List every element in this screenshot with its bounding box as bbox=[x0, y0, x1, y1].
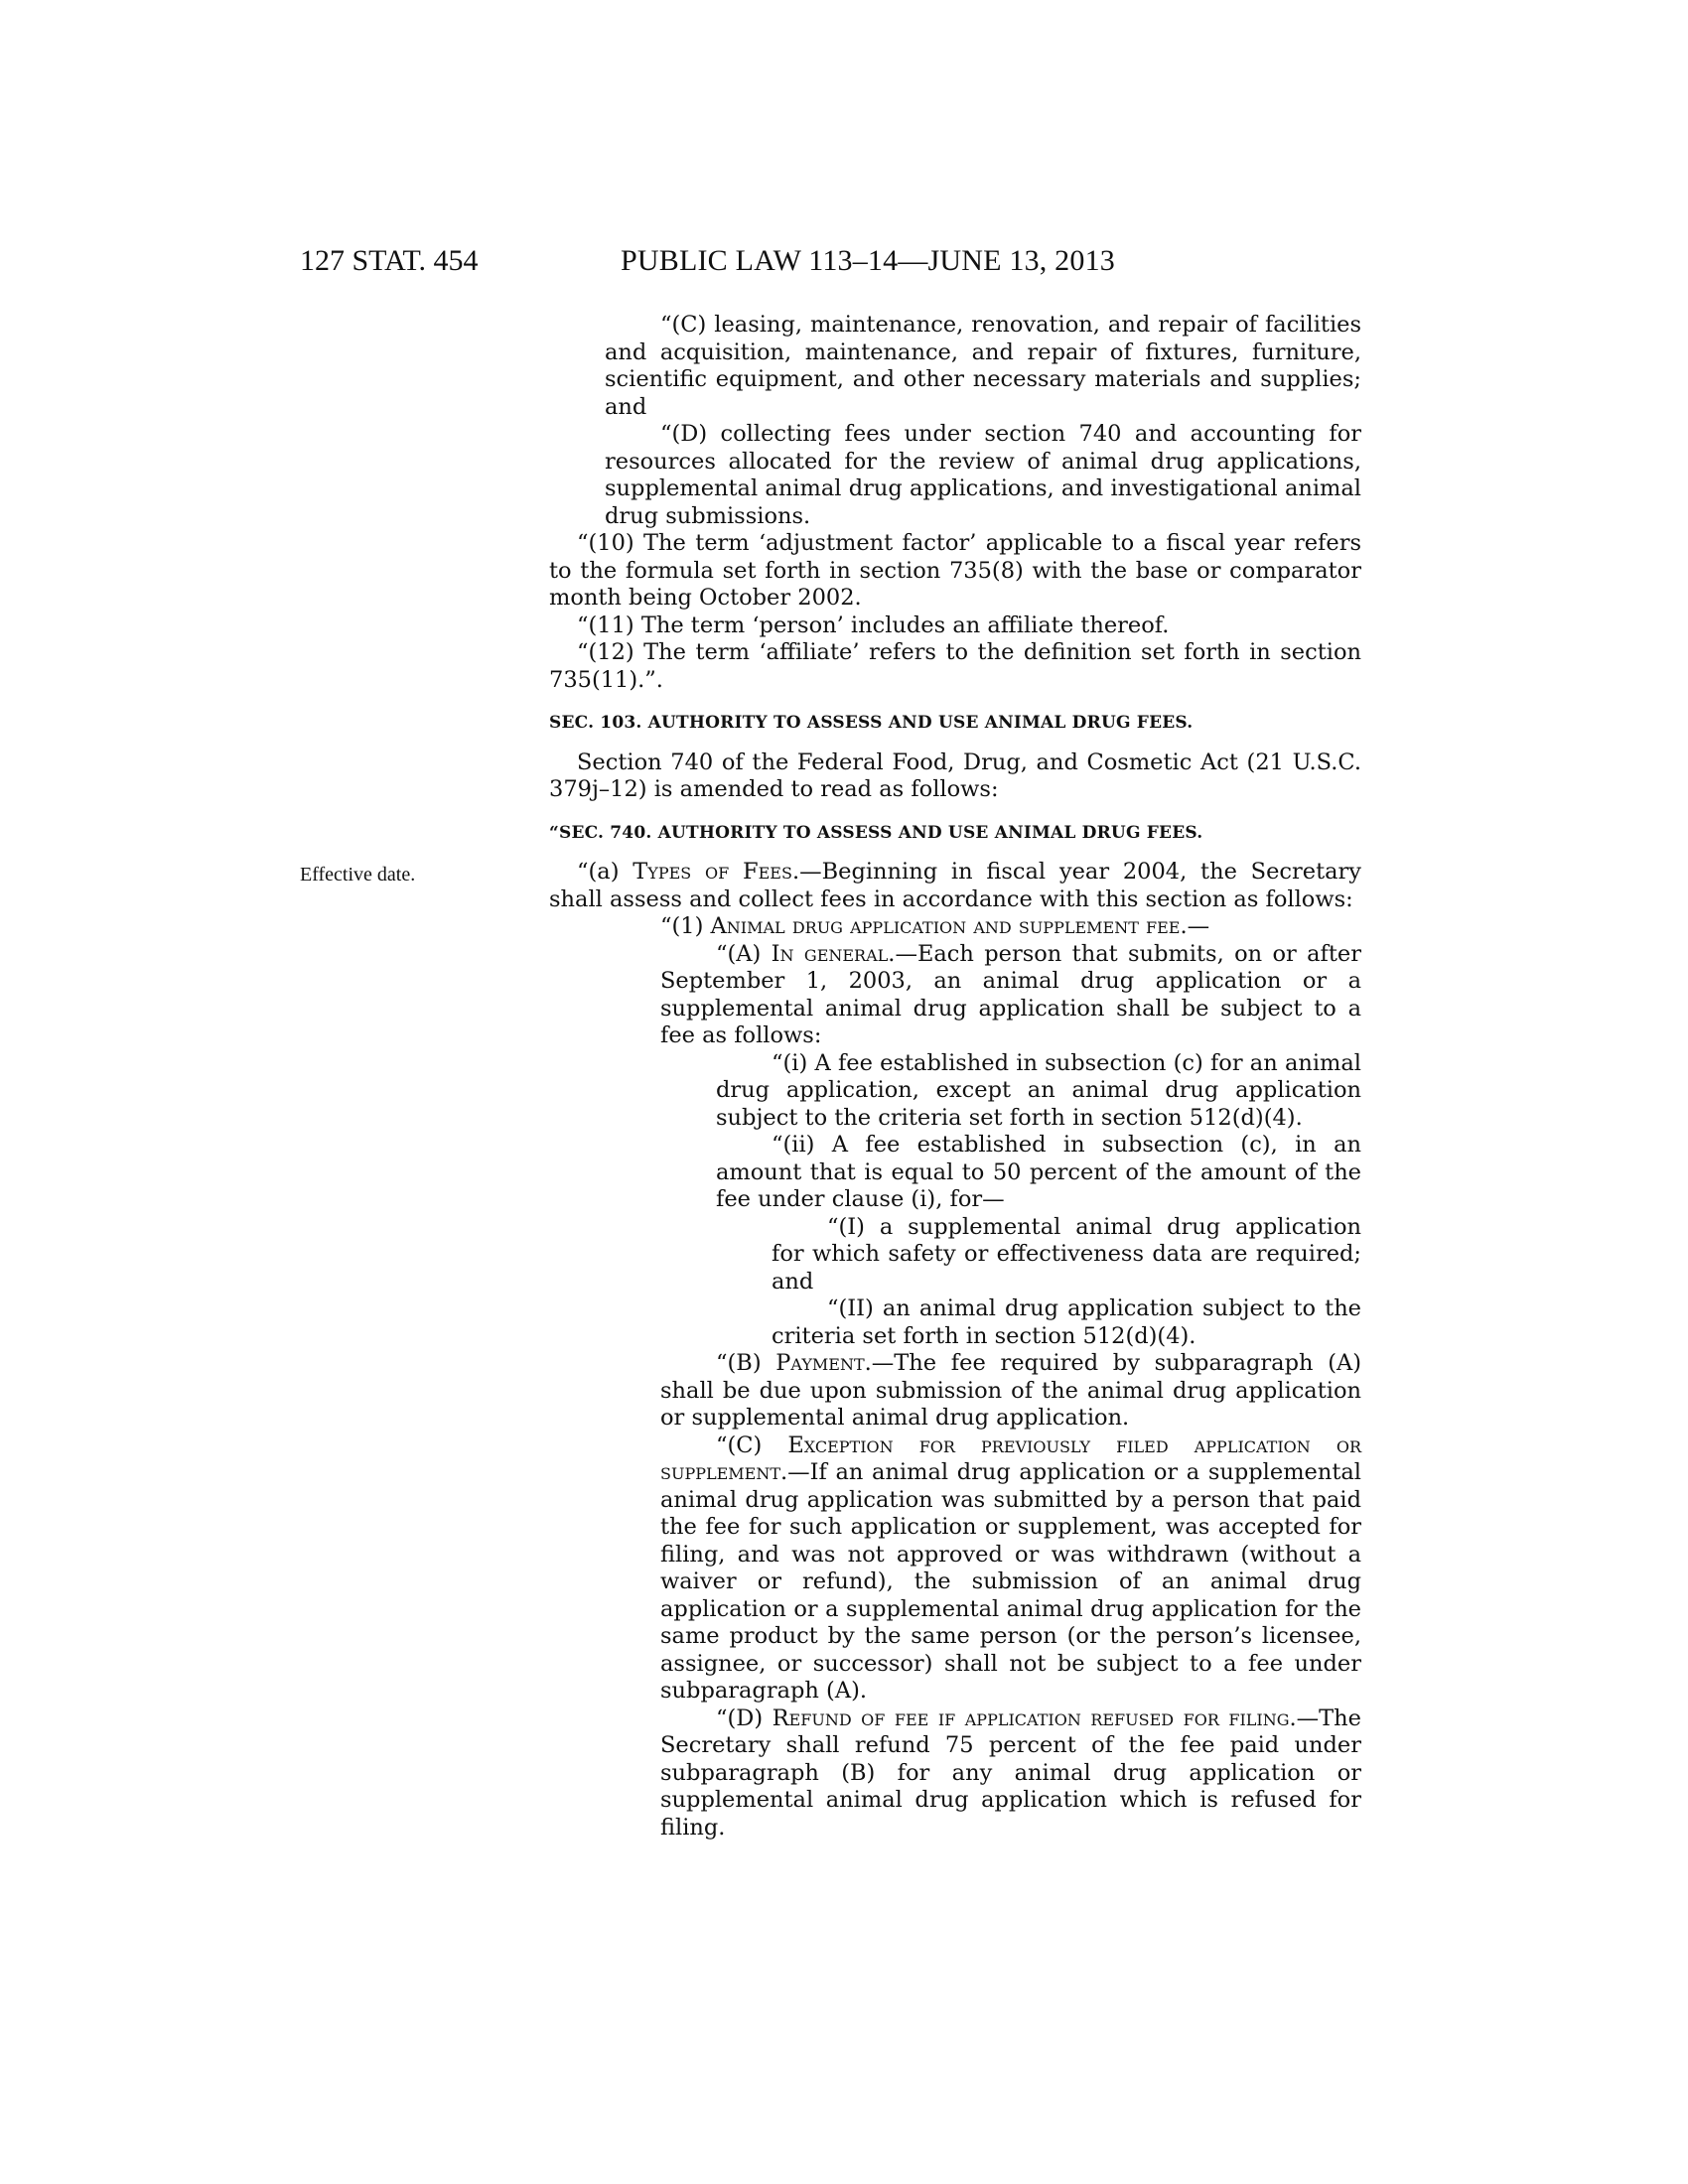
paragraph-a1-text: .— bbox=[1180, 913, 1210, 939]
subsection-a-caption: Types of Fees bbox=[633, 859, 792, 885]
subparagraph-C-label: “(C) bbox=[716, 1432, 788, 1458]
clause-ii: “(ii) A fee established in subsection (c), in an amount that is equal to 50 percent of the amount of the fee under clause (i), for— bbox=[716, 1132, 1361, 1212]
subclause-I: “(I) a supplemental animal drug application for which safety or effectiveness data are required; and bbox=[772, 1213, 1361, 1295]
paragraph-12: “(12) The term ‘affiliate’ refers to the definition set forth in section 735(11).”. bbox=[549, 639, 1361, 693]
clause-i: “(i) A fee established in subsection (c) for an animal drug application, except an animal drug application subject to the criteria set forth in section 512(d)(4). bbox=[716, 1049, 1361, 1131]
subsection-a-label: “(a) bbox=[577, 859, 633, 885]
subparagraph-A bbox=[549, 941, 1361, 1050]
law-title: PUBLIC LAW 113–14—JUNE 13, 2013 bbox=[621, 244, 1115, 277]
subparagraph-A-caption: In general bbox=[771, 940, 889, 967]
paragraph-11: “(11) The term ‘person’ includes an affiliate thereof. bbox=[577, 612, 1170, 638]
subparagraph-D-label: “(D) bbox=[716, 1705, 773, 1731]
section-103-heading: SEC. 103. AUTHORITY TO ASSESS AND USE ANIMAL DRUG FEES. bbox=[549, 713, 1194, 733]
section-103-text: Section 740 of the Federal Food, Drug, and Cosmetic Act (21 U.S.C. 379j–12) is amended to read as follows: bbox=[549, 749, 1361, 802]
subparagraph-B-label: “(B) bbox=[716, 1350, 776, 1376]
subparagraph-D-caption: Refund of fee if application refused for filing bbox=[772, 1705, 1290, 1731]
paragraph-a1 bbox=[549, 913, 1361, 941]
paragraph-c: “(C) leasing, maintenance, renovation, and repair of facilities and acquisition, maintenance, and repair of fixtures, furniture, scientific equipment, and other necessary materials and supplies; and bbox=[605, 312, 1361, 420]
subparagraph-A-text: .—Each person that submits, on or after September 1, 2003, an animal drug application or a supplemental animal drug application shall be subject to a fee as follows: bbox=[660, 940, 1361, 1048]
paragraph-d: “(D) collecting fees under section 740 and accounting for resources allocated for the review of animal drug applications, supplemental animal drug applications, and investigational animal drug submissions. bbox=[605, 421, 1361, 529]
subsection-a bbox=[549, 859, 1361, 913]
subparagraph-B bbox=[549, 1350, 1361, 1433]
section-740-heading: “SEC. 740. AUTHORITY TO ASSESS AND USE ANIMAL DRUG FEES. bbox=[549, 822, 1203, 843]
paragraph-10: “(10) The term ‘adjustment factor’ applicable to a fiscal year refers to the formula set forth in section 735(8) with the base or comparator month being October 2002. bbox=[549, 530, 1361, 611]
subsection-a-text: .—Beginning in fiscal year 2004, the Secretary shall assess and collect fees in accordance with this section as follows: bbox=[549, 859, 1361, 912]
document-body bbox=[549, 312, 1361, 1842]
subparagraph-C bbox=[549, 1433, 1361, 1706]
paragraph-a1-label: “(1) bbox=[660, 913, 711, 939]
subparagraph-A-label: “(A) bbox=[716, 940, 772, 967]
subparagraph-C-caption: Exception for previously filed application or supplement bbox=[660, 1432, 1362, 1485]
paragraph-a1-caption: Animal drug application and supplement fee bbox=[710, 913, 1181, 939]
statute-page-number: 127 STAT. 454 bbox=[300, 244, 479, 277]
subparagraph-D bbox=[549, 1706, 1361, 1843]
subclause-II: “(II) an animal drug application subject to the criteria set forth in section 512(d)(4). bbox=[772, 1296, 1361, 1349]
page-header bbox=[0, 244, 1688, 284]
subparagraph-B-text: .—The fee required by subparagraph (A) shall be due upon submission of the animal drug application or supplemental animal drug application. bbox=[660, 1350, 1361, 1431]
margin-note-effective-date: Effective date. bbox=[300, 864, 416, 886]
subparagraph-D-text: .—The Secretary shall refund 75 percent of the fee paid under subparagraph (B) for any animal drug application or supplemental animal drug application which is refused for filing. bbox=[660, 1705, 1361, 1841]
subparagraph-C-text: .—If an animal drug application or a supplemental animal drug application was submitted by a person that paid the fee for such application or supplement, was accepted for filing, and was not approved or was withdrawn (without a waiver or refund), the submission of an animal drug application or a supplemental animal drug application for the same product by the same person (or the person’s licensee, assignee, or successor) shall not be subject to a fee under subparagraph (A). bbox=[660, 1459, 1361, 1704]
subparagraph-B-caption: Payment bbox=[775, 1350, 865, 1376]
